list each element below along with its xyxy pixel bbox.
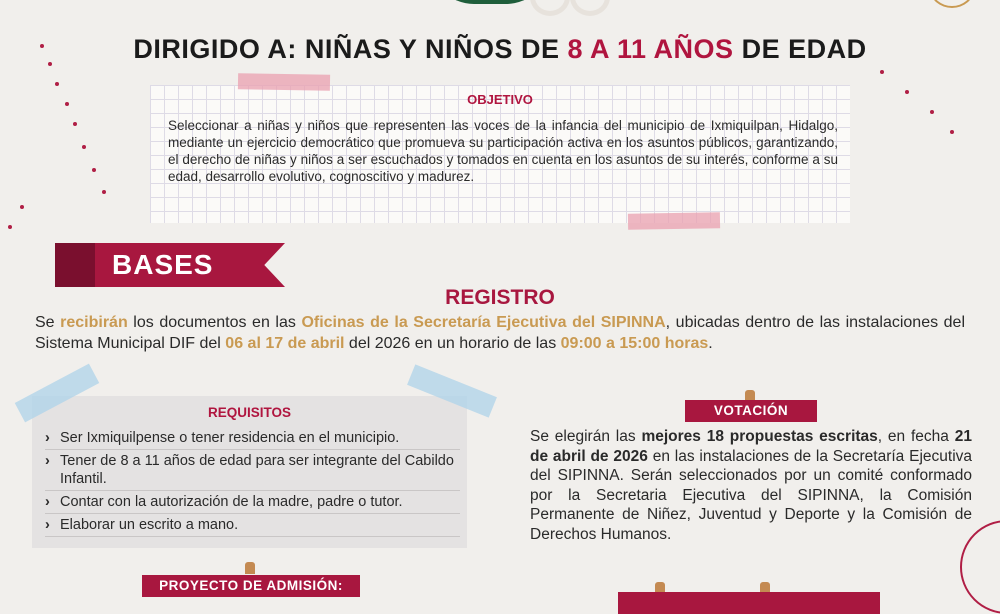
decorative-ring	[530, 0, 570, 16]
votacion-text-part: , en fecha	[877, 428, 955, 445]
registro-text	[35, 312, 965, 354]
decorative-dot	[950, 130, 954, 134]
votacion-text	[530, 427, 972, 544]
registro-text-part: , ubicadas dentro de las instalaciones del Sistema Municipal DIF del	[35, 314, 966, 352]
decorative-dot	[82, 145, 86, 149]
votacion-bold: 21 de abril de 2026	[530, 428, 972, 465]
list-item: › Contar con la autorización de la madre, padre o tutor.	[45, 493, 460, 514]
headline-age-range: 8 A 11 AÑOS	[567, 34, 734, 64]
objective-title: OBJETIVO	[467, 92, 533, 107]
votacion-bold: mejores 18 propuestas escritas	[641, 428, 878, 445]
decorative-dot	[102, 190, 106, 194]
pin-decoration	[245, 562, 255, 574]
decorative-dot	[930, 110, 934, 114]
decorative-arc	[930, 0, 974, 8]
decorative-dot	[20, 205, 24, 209]
votacion-text-part: Se elegirán las	[530, 428, 642, 445]
list-item: › Ser Ixmiquilpense o tener residencia en el municipio.	[45, 429, 460, 450]
decorative-dot	[55, 82, 59, 86]
votacion-text-part: en las instalaciones de la Secretaría Ejecutiva del SIPINNA. Serán seleccionados por un comité conformado por la Secretaria Ejecutiva del SIPINNA, la Comisión Permanente de Niñez, Juventud y Deporte y la Comisión de Derechos Humanos.	[530, 447, 973, 543]
bases-label: BASES	[112, 249, 214, 280]
objective-text: Seleccionar a niñas y niños que representen las voces de la infancia del municipio de Ixmiquilpan, Hidalgo, mediante un ejercicio democrático que promueva su participación activa en los asuntos públicos, garantizando, el derecho de niñas y niños a ser escuchados y tomados en cuenta en los asuntos de su interés, conforme a su edad, desarrollo evolutivo, cognoscitivo y madurez.	[168, 118, 838, 184]
page-headline	[0, 34, 1000, 65]
list-item: › Tener de 8 a 11 años de edad para ser integrante del Cabildo Infantil.	[45, 452, 460, 491]
results-badge-partial	[618, 592, 880, 614]
registro-text-part: Se	[35, 314, 61, 331]
registro-text-part: del 2026 en un horario de las	[344, 335, 561, 352]
decorative-dot	[73, 122, 77, 126]
proyecto-badge: PROYECTO DE ADMISIÓN:	[142, 575, 360, 597]
headline-prefix: DIRIGIDO A: NIÑAS Y NIÑOS DE	[133, 34, 568, 64]
decorative-ring	[570, 0, 610, 16]
registro-title: REGISTRO	[445, 286, 555, 309]
registro-highlight: recibirán	[60, 314, 128, 331]
registro-highlight: Oficinas de la Secretaría Ejecutiva del SIPINNA	[301, 314, 666, 331]
registro-text-part: los documentos en las	[127, 314, 302, 331]
bases-banner-accent	[55, 243, 95, 287]
registro-highlight: 06 al 17 de abril	[225, 335, 345, 352]
requisitos-list	[45, 429, 460, 539]
requisitos-title: REQUISITOS	[207, 405, 292, 420]
tape-decoration	[238, 73, 330, 91]
decorative-dot	[8, 225, 12, 229]
tape-decoration	[628, 212, 720, 230]
list-item: › Elaborar un escrito a mano.	[45, 516, 460, 537]
votacion-badge: VOTACIÓN	[685, 400, 817, 422]
decorative-dot	[92, 168, 96, 172]
registro-text-part: .	[708, 335, 713, 352]
decorative-dot	[880, 70, 884, 74]
registro-highlight: 09:00 a 15:00 horas	[560, 335, 709, 352]
headline-suffix: DE EDAD	[733, 34, 867, 64]
